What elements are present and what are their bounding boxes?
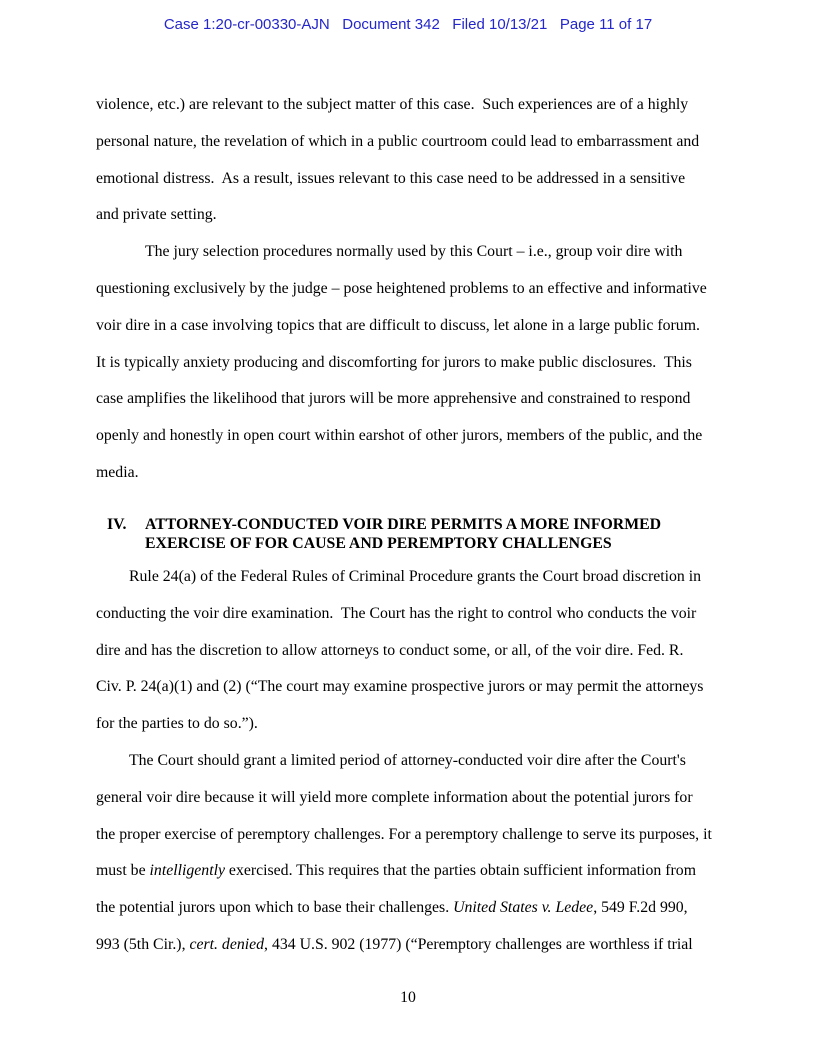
body-text-upper bbox=[96, 87, 756, 492]
body-line bbox=[96, 817, 756, 854]
body-line bbox=[96, 559, 756, 596]
body-line bbox=[96, 890, 756, 927]
body-line bbox=[96, 161, 756, 198]
text-run: case amplifies the likelihood that jurors will be more apprehensive and constrained to respond bbox=[96, 390, 691, 408]
section-heading-text bbox=[96, 516, 744, 553]
text-run: The jury selection procedures normally used by this Court – i.e., group voir dire with bbox=[145, 243, 683, 261]
body-line bbox=[96, 706, 756, 743]
text-run: personal nature, the revelation of which in a public courtroom could lead to embarrassment and bbox=[96, 132, 700, 150]
body-line bbox=[96, 197, 756, 234]
text-run: voir dire in a case involving topics that are difficult to discuss, let alone in a large public forum. bbox=[96, 316, 700, 334]
text-run: violence, etc.) are relevant to the subject matter of this case. Such experiences are of a highly bbox=[96, 96, 689, 113]
section-heading bbox=[96, 516, 744, 553]
text-run: for the parties to do so.”). bbox=[96, 715, 258, 733]
text-run: Rule 24(a) of the Federal Rules of Criminal Procedure grants the Court broad discretion in bbox=[129, 568, 702, 585]
paragraph bbox=[96, 234, 756, 492]
body-line bbox=[96, 234, 756, 271]
body-line bbox=[96, 669, 756, 706]
text-run: exercised. This requires that the parties obtain sufficient information from bbox=[224, 862, 696, 880]
text-run: The Court should grant a limited period of attorney-conducted voir dire after the Court's bbox=[129, 751, 686, 769]
body-line bbox=[96, 381, 756, 418]
text-run: , 434 U.S. 902 (1977) (“Peremptory challenges are worthless if trial bbox=[264, 935, 693, 953]
text-run: It is typically anxiety producing and discomforting for jurors to make public disclosures. This bbox=[96, 353, 692, 371]
text-run: , 549 F.2d 990, bbox=[593, 899, 688, 917]
text-run: emotional distress. As a result, issues relevant to this case need to be addressed in a sensitive bbox=[96, 169, 686, 187]
page-number: 10 bbox=[400, 989, 416, 1006]
body-text-lower bbox=[96, 559, 756, 964]
italic-text-run: cert. denied bbox=[189, 935, 265, 953]
text-run: openly and honestly in open court within earshot of other jurors, members of the public, and the bbox=[96, 427, 703, 445]
body-line bbox=[96, 345, 756, 382]
body-line bbox=[96, 455, 756, 492]
italic-text-run: United States v. Ledee bbox=[453, 899, 594, 917]
text-run: conducting the voir dire examination. The Court has the right to control who conducts the voir bbox=[96, 604, 697, 622]
body-line bbox=[96, 853, 756, 890]
paragraph bbox=[96, 87, 756, 234]
body-line bbox=[96, 271, 756, 308]
body-line bbox=[96, 87, 756, 124]
heading-line-2: EXERCISE OF FOR CAUSE AND PEREMPTORY CHALLENGES bbox=[145, 534, 612, 552]
body-line bbox=[96, 596, 756, 633]
body-line bbox=[96, 308, 756, 345]
paragraph bbox=[96, 743, 756, 964]
body-line bbox=[96, 743, 756, 780]
body-line bbox=[96, 927, 756, 964]
heading-line-1: ATTORNEY-CONDUCTED VOIR DIRE PERMITS A MORE INFORMED bbox=[145, 516, 662, 533]
italic-text-run: intelligently bbox=[149, 862, 225, 880]
text-run: the potential jurors upon which to base their challenges. bbox=[96, 899, 454, 917]
section-number: IV. bbox=[107, 516, 127, 533]
text-run: the proper exercise of peremptory challenges. For a peremptory challenge to serve its purposes, it bbox=[96, 825, 712, 843]
text-run: media. bbox=[96, 463, 139, 481]
body-line bbox=[96, 124, 756, 161]
body-line bbox=[96, 418, 756, 455]
text-run: dire and has the discretion to allow attorneys to conduct some, or all, of the voir dire. Fed. R. bbox=[96, 641, 684, 659]
text-run: questioning exclusively by the judge – pose heightened problems to an effective and informative bbox=[96, 279, 707, 297]
text-run: must be bbox=[96, 862, 150, 880]
ecf-filing-stamp: Case 1:20-cr-00330-AJN Document 342 Filed 10/13/21 Page 11 of 17 bbox=[163, 16, 653, 33]
text-run: Civ. P. 24(a)(1) and (2) (“The court may examine prospective jurors or may permit the attorneys bbox=[96, 678, 704, 696]
text-run: general voir dire because it will yield more complete information about the potential jurors for bbox=[96, 788, 693, 806]
body-line bbox=[96, 780, 756, 817]
paragraph bbox=[96, 559, 756, 743]
text-run: 993 (5th Cir.), bbox=[96, 935, 190, 953]
body-line bbox=[96, 633, 756, 670]
text-run: and private setting. bbox=[96, 206, 217, 224]
